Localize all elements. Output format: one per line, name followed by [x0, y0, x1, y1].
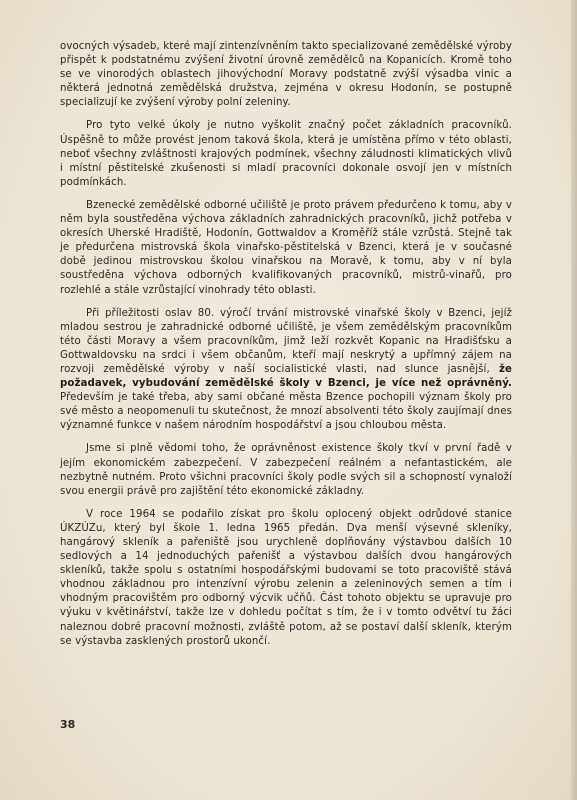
paragraph-4-lead: Při příležitosti oslav 80. výročí trvání mistrovské vinařské školy v Bzenci, jejíž mladou sestrou je zahradnické odborné učiliště, je všem zemědělským pracovníkům této části Moravy a všem pracovníkům, jimž leží rozkvět Kopanic na Hradišťsku a Gottwaldovsku na srdci i všem občanům, kteří mají neskrytý a upřímný zájem na rozvoji zemědělské výroby v naší socialistické vlasti, nad slunce jasnější,: [60, 307, 512, 375]
paragraph-1: ovocných výsadeb, které mají zintenzívněním takto specializované zemědělské výroby přispět k podstatnému zvýšení životní úrovně zemědělců na Kopanicích. Kromě toho se ve vinorodých oblastech jihovýchodní Moravy podstatně zvýší výsadba vinic a některá jednotná zemědělská družstva, zejména v okresu Hodonín, se postupně specializují ke zvýšení výroby polní zeleniny.: [60, 41, 512, 109]
paragraph-4-tail: Především je také třeba, aby sami občané města Bzence pochopili význam školy pro své město a neopomenuli tu skutečnost, že mnozí absolventi této školy zaujímají dnes významné funkce v našem národním hospodářství a jsou chloubou města.: [60, 392, 512, 432]
paragraph-4-emphasis: že požadavek, vybudování zemědělské školy v Bzenci, je více než oprávněný.: [60, 363, 512, 390]
paragraph-3: Bzenecké zemědělské odborné učiliště je proto právem předurčeno k tomu, aby v něm byla soustředěna výchova základních zahradnických pracovníků, jichž potřeba v okresích Uherské Hradiště, Hodonín, Gottwaldov a Kroměříž stále vzrůstá. Stejně tak je předurčena mistrovská škola vinařsko-pěstitelská v Bzenci, která je v současné době jedinou mistrovskou školou vinařskou na Moravě, k tomu, aby v ní byla soustředěna výchova odborných kvalifikovaných pracovníků, mistrů-vinařů, pro rozlehlé a stále vzrůstající vinohrady této oblasti.: [60, 199, 512, 296]
text-column: [60, 40, 512, 658]
paragraph-5: Jsme si plně vědomi toho, že oprávněnost existence školy tkví v první řadě v jejím ekonomickém zabezpečení. V zabezpečení reálném a nefantastickém, ale nezbytně nutném. Proto všichni pracovníci školy podle svých sil a schopností vynaloží svou energii právě pro zajištění této ekonomické základny.: [60, 443, 512, 497]
page-edge-shadow: [571, 0, 577, 800]
paragraph-2: Pro tyto velké úkoly je nutno vyškolit značný počet základních pracovníků. Úspěšně to může provést jenom taková škola, která je umístěna přímo v této oblasti, neboť všechny zvláštnosti krajových podmínek, všechny záludnosti klimatických vlivů i místní pěstitelské zkušenosti si mladí pracovníci dokonale osvojí jen v místních podmínkách.: [60, 120, 512, 188]
paragraph-4: [60, 307, 512, 434]
paragraph-6: V roce 1964 se podařilo získat pro školu oplocený objekt odrůdové stanice ÚKZÚZu, který byl škole 1. ledna 1965 předán. Dva menší výsevné skleníky, hangárový skleník a pařeniště jsou urychleně doplňovány výstavbou dalších 10 sedlových a 14 jednoduchých pařenišť a výstavbou dalších dvou hangárových skleníků, takže spolu s ostatními hospodářskými budovami se toto pracoviště stává vhodnou základnou pro intenzívní výrobu zelenin a zeleninových semen a tím i vhodným pracovištěm pro odborný výcvik učňů. Část tohoto objektu se upravuje pro výuku v květinářství, takže lze v dohledu počítat s tím, že i v tomto odvětví tu žáci naleznou dobré pracovní možnosti, zvláště potom, až se postaví další skleník, kterým se výstavba zasklených prostorů ukončí.: [60, 508, 512, 647]
page-number: 38: [60, 718, 76, 731]
